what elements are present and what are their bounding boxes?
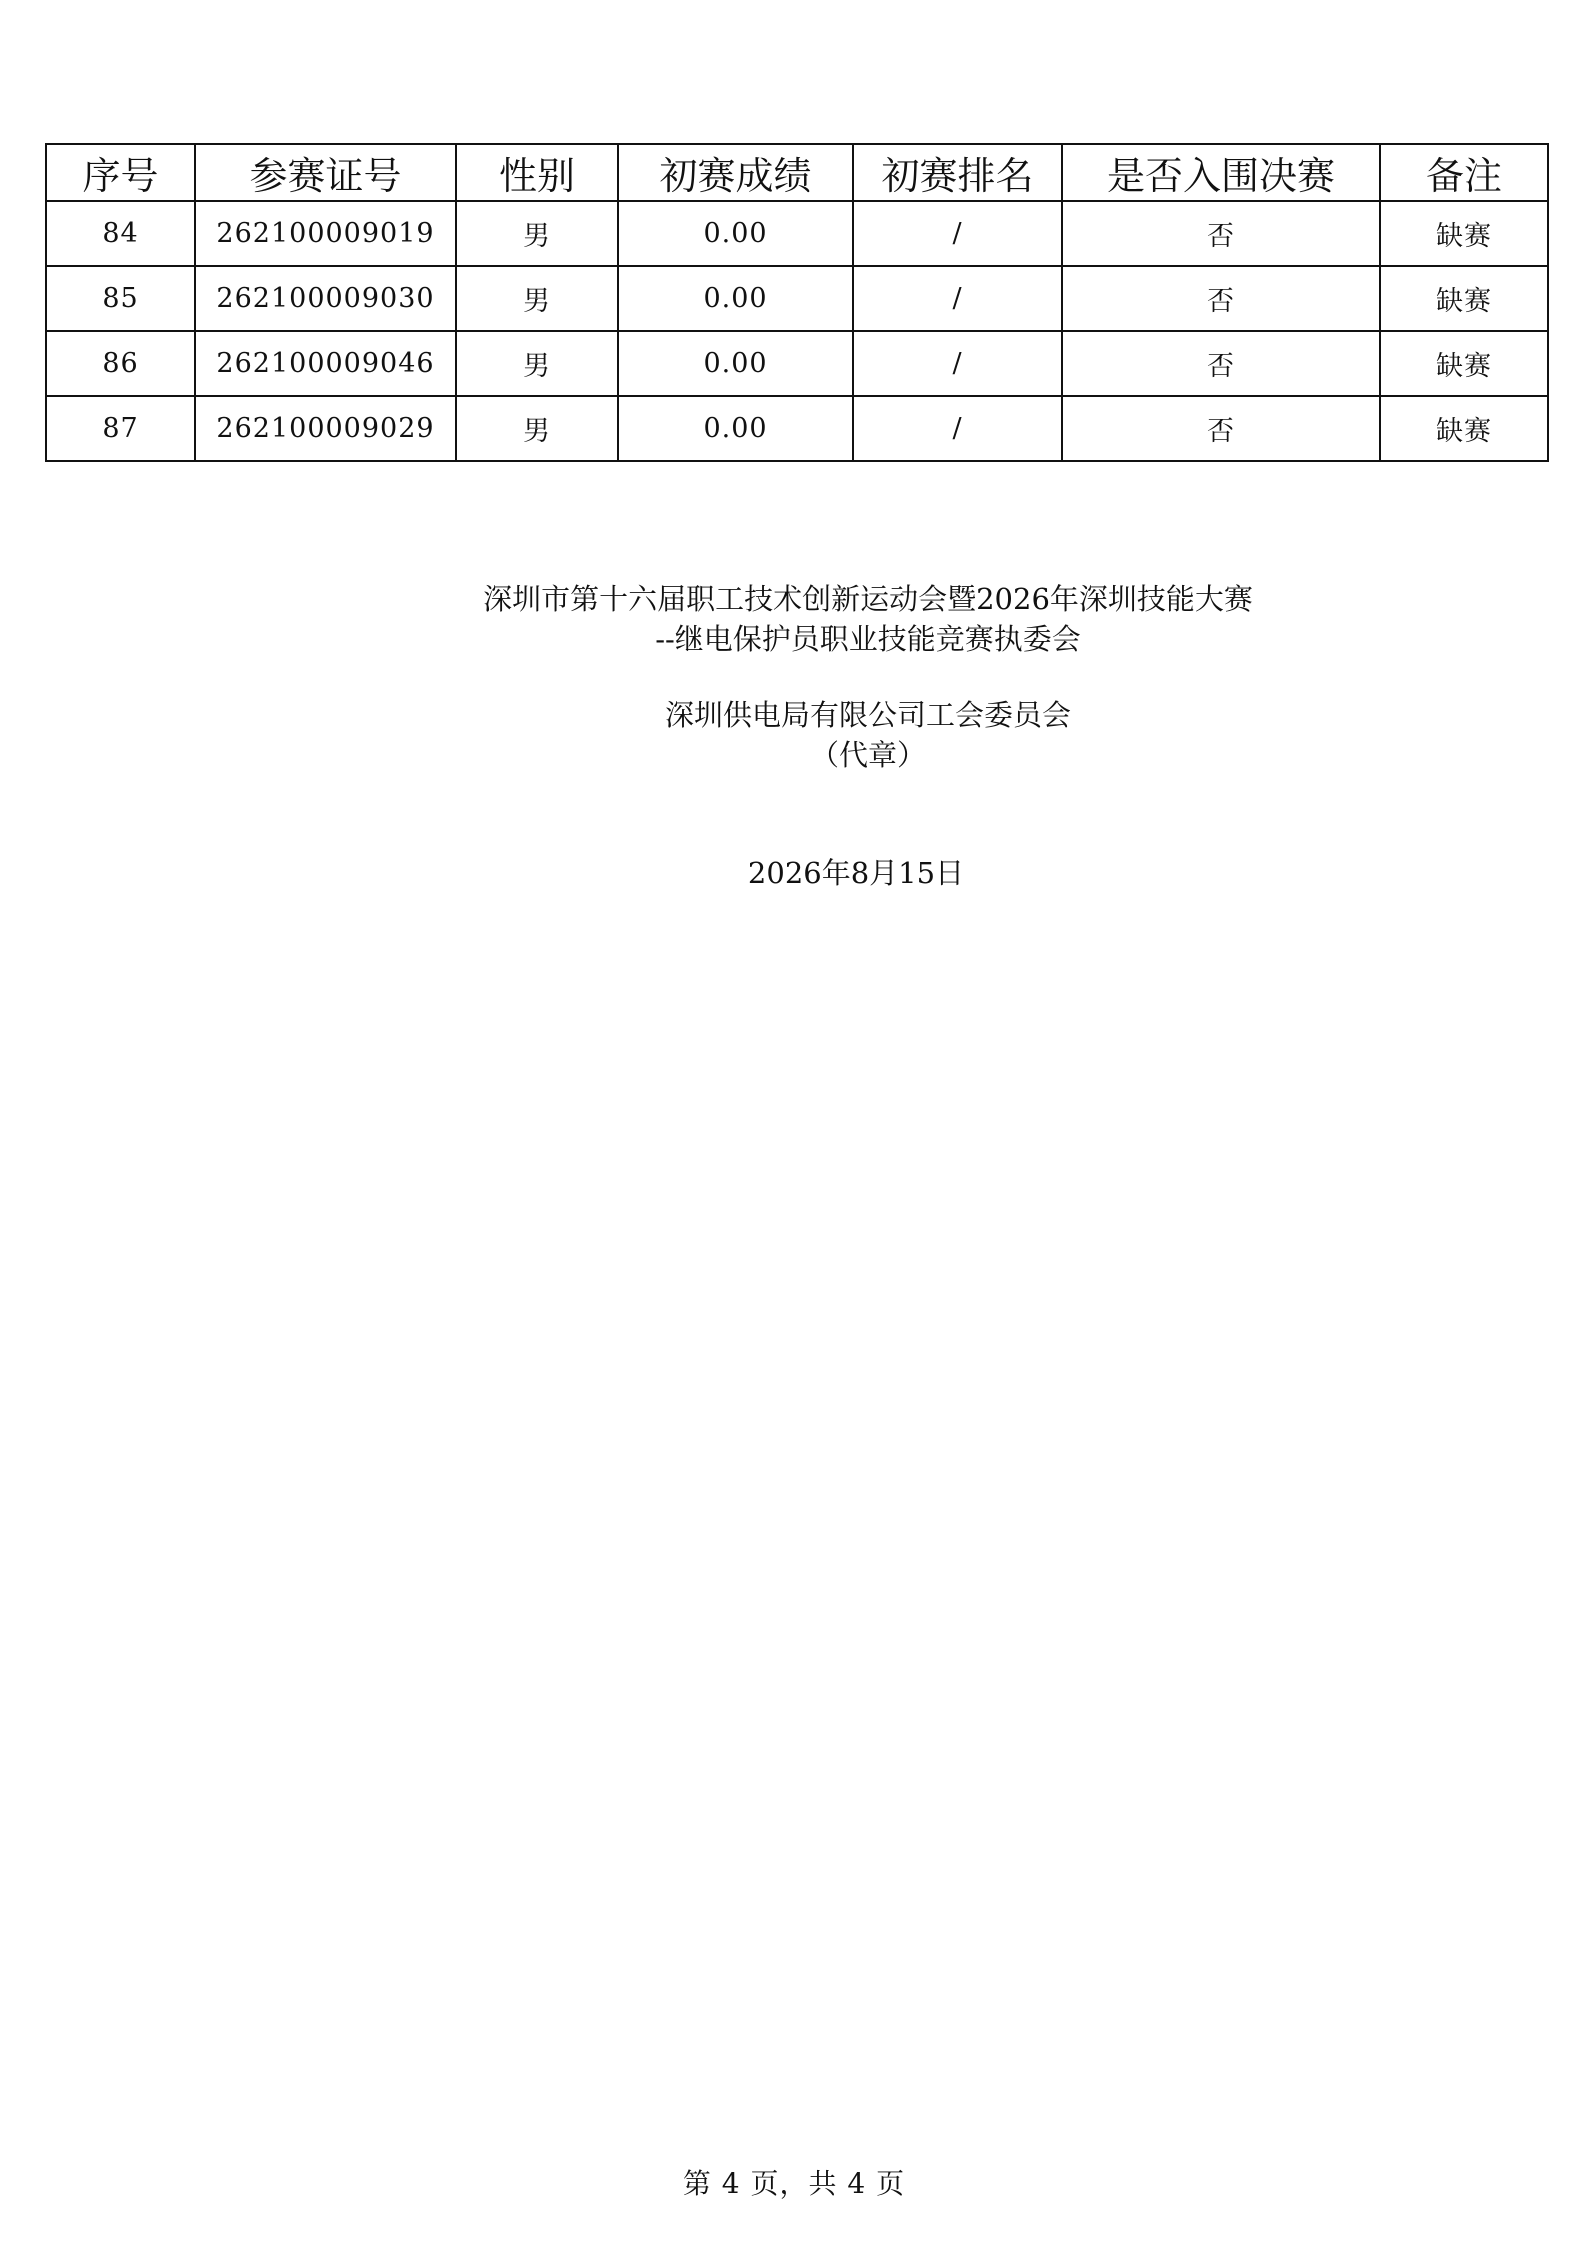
cell-gender: 男 bbox=[456, 266, 618, 331]
cell-finalist: 否 bbox=[1062, 396, 1380, 461]
cell-prelim-rank: / bbox=[853, 331, 1062, 396]
cell-prelim-rank: / bbox=[853, 266, 1062, 331]
cell-seq: 84 bbox=[46, 201, 195, 266]
cell-remarks: 缺赛 bbox=[1380, 201, 1548, 266]
cell-seq: 86 bbox=[46, 331, 195, 396]
cell-prelim-rank: / bbox=[853, 201, 1062, 266]
cell-entry-id: 262100009046 bbox=[195, 331, 456, 396]
table-row bbox=[46, 266, 1548, 331]
cell-remarks: 缺赛 bbox=[1380, 266, 1548, 331]
page-indicator: 第 4 页，共 4 页 bbox=[682, 2167, 906, 2200]
table-row bbox=[46, 201, 1548, 266]
header-prelim-score: 初赛成绩 bbox=[618, 144, 853, 201]
results-table bbox=[45, 143, 1549, 462]
header-gender: 性别 bbox=[456, 144, 618, 201]
header-remarks: 备注 bbox=[1380, 144, 1548, 201]
organizer-name-line2: --继电保护员职业技能竞赛执委会 bbox=[655, 622, 1081, 656]
cell-remarks: 缺赛 bbox=[1380, 331, 1548, 396]
seal-note: （代章） bbox=[809, 738, 926, 772]
cell-gender: 男 bbox=[456, 396, 618, 461]
header-prelim-rank: 初赛排名 bbox=[853, 144, 1062, 201]
cell-prelim-rank: / bbox=[853, 396, 1062, 461]
header-entry-id: 参赛证号 bbox=[195, 144, 456, 201]
cell-prelim-score: 0.00 bbox=[618, 201, 853, 266]
cell-remarks: 缺赛 bbox=[1380, 396, 1548, 461]
cell-prelim-score: 0.00 bbox=[618, 331, 853, 396]
cell-entry-id: 262100009019 bbox=[195, 201, 456, 266]
cell-finalist: 否 bbox=[1062, 266, 1380, 331]
cell-prelim-score: 0.00 bbox=[618, 396, 853, 461]
table-header-row bbox=[46, 144, 1548, 201]
cell-prelim-score: 0.00 bbox=[618, 266, 853, 331]
cell-finalist: 否 bbox=[1062, 331, 1380, 396]
issue-date: 2026年8月15日 bbox=[747, 856, 965, 890]
table-row bbox=[46, 396, 1548, 461]
cell-gender: 男 bbox=[456, 201, 618, 266]
header-finalist: 是否入围决赛 bbox=[1062, 144, 1380, 201]
organizer-name-line1: 深圳市第十六届职工技术创新运动会暨2026年深圳技能大赛 bbox=[483, 582, 1253, 616]
header-seq: 序号 bbox=[46, 144, 195, 201]
cell-finalist: 否 bbox=[1062, 201, 1380, 266]
cell-seq: 85 bbox=[46, 266, 195, 331]
union-committee-name: 深圳供电局有限公司工会委员会 bbox=[664, 698, 1071, 732]
cell-gender: 男 bbox=[456, 331, 618, 396]
table-row bbox=[46, 331, 1548, 396]
cell-seq: 87 bbox=[46, 396, 195, 461]
cell-entry-id: 262100009029 bbox=[195, 396, 456, 461]
cell-entry-id: 262100009030 bbox=[195, 266, 456, 331]
